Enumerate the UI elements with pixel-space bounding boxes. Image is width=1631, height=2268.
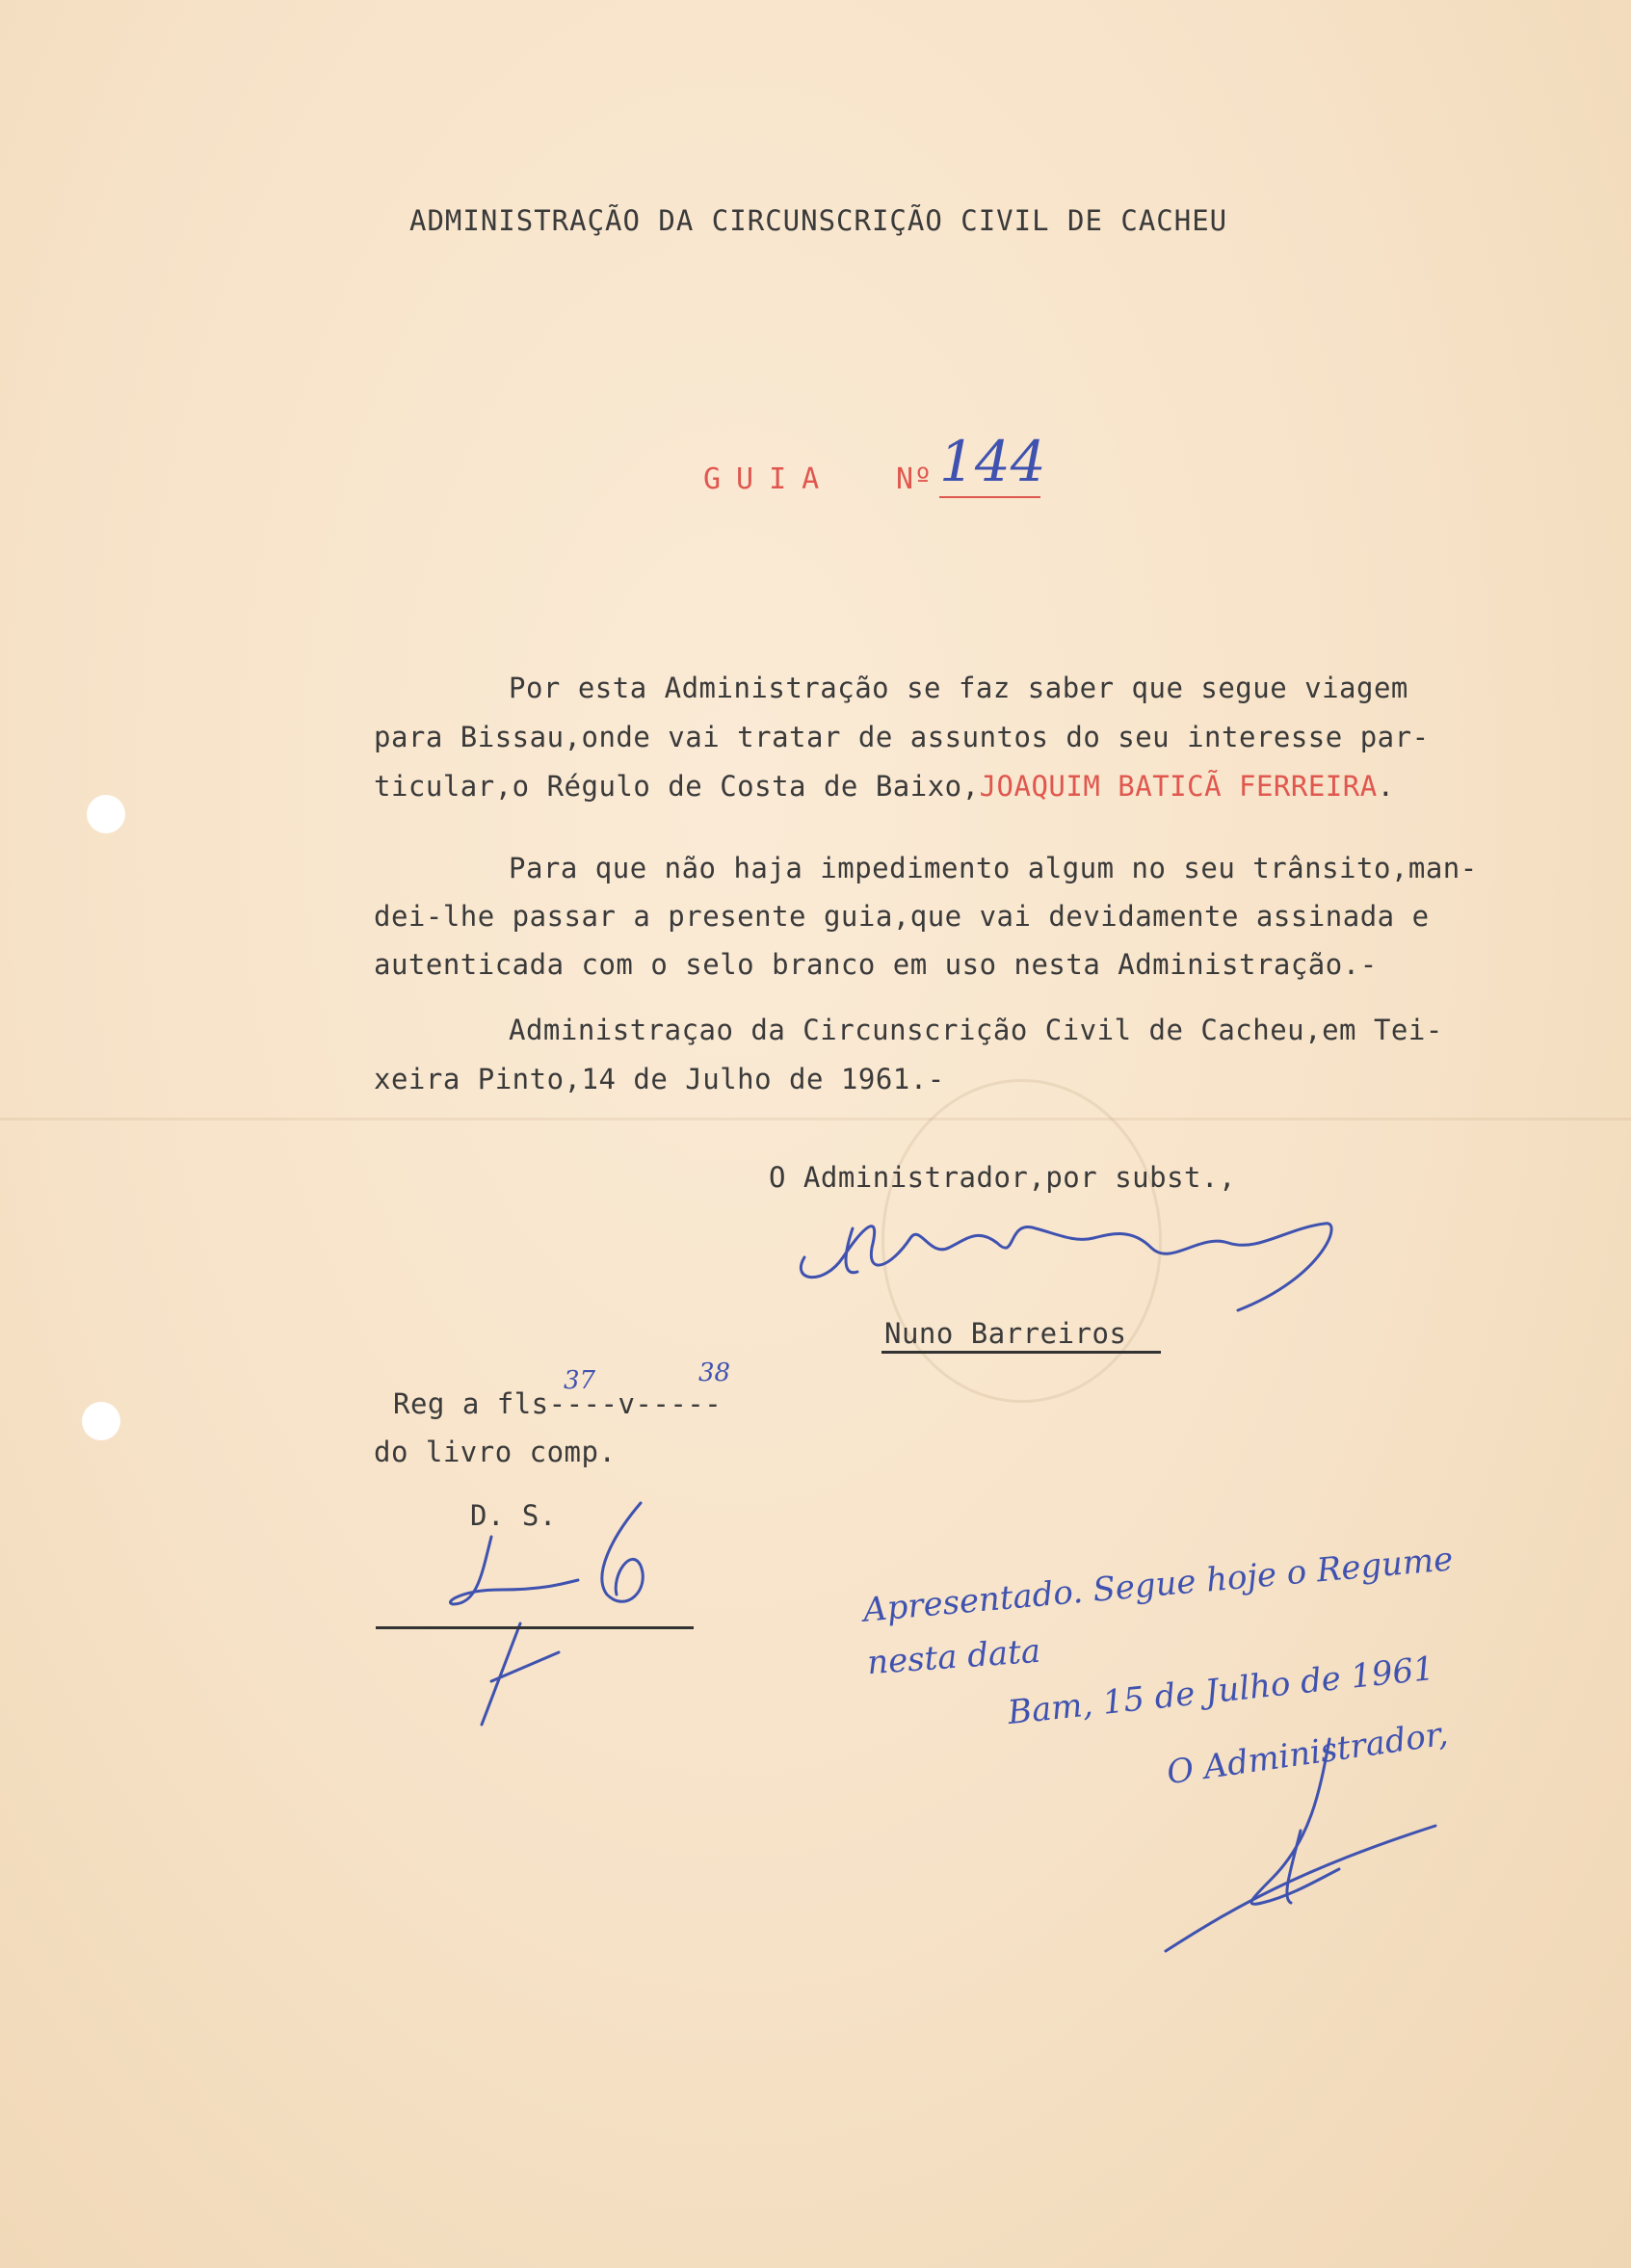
registry-line1: Reg a fls----v----- bbox=[393, 1387, 723, 1420]
note-signature bbox=[1156, 1734, 1464, 1965]
signature-title: O Administrador,por subst., bbox=[769, 1161, 1236, 1194]
registry-page-b: 38 bbox=[698, 1358, 731, 1387]
body-p3-line2: xeira Pinto,14 de Julho de 1961.- bbox=[374, 1063, 945, 1095]
ds-signature-line bbox=[376, 1626, 694, 1629]
note-line3: Bam, 15 de Julho de 1961 bbox=[1006, 1648, 1436, 1733]
guia-underline bbox=[939, 496, 1040, 498]
guia-number: 144 bbox=[939, 429, 1046, 494]
punch-hole-top bbox=[87, 795, 125, 833]
body-p1-line1: Por esta Administração se faz saber que segue viagem bbox=[509, 672, 1408, 704]
guia-label: GUIA bbox=[703, 462, 835, 496]
administrator-signature bbox=[785, 1190, 1363, 1325]
regulo-name: JOAQUIM BATICÃ FERREIRA bbox=[979, 770, 1378, 803]
body-p1-line3-prefix: ticular,o Régulo de Costa de Baixo, bbox=[374, 770, 980, 803]
punch-hole-bottom bbox=[82, 1402, 120, 1440]
note-line2: nesta data bbox=[865, 1631, 1042, 1683]
note-line4: O Administrador, bbox=[1164, 1714, 1451, 1793]
body-p2-line3: autenticada com o selo branco em uso nesta Administração.- bbox=[374, 948, 1378, 981]
note-line1: Apresentado. Segue hoje o Regume bbox=[861, 1540, 1455, 1630]
registry-line2: do livro comp. bbox=[374, 1436, 617, 1468]
administrator-name-underline bbox=[881, 1351, 1161, 1354]
paper-fold bbox=[0, 1118, 1631, 1121]
registry-ds: D. S. bbox=[470, 1499, 557, 1532]
body-p2-line1: Para que não haja impedimento algum no seu trânsito,man- bbox=[509, 852, 1478, 884]
body-p1-line3 bbox=[374, 770, 1395, 803]
ds-initials-signature bbox=[424, 1498, 674, 1729]
guia-number-label: Nº bbox=[896, 462, 934, 496]
registry-page-a: 37 bbox=[564, 1366, 596, 1395]
body-p1-line3-suffix: . bbox=[1377, 770, 1395, 803]
document-header: ADMINISTRAÇÃO DA CIRCUNSCRIÇÃO CIVIL DE CACHEU bbox=[409, 204, 1228, 237]
administrator-name: Nuno Barreiros bbox=[884, 1317, 1127, 1350]
body-p3-line1: Administraçao da Circunscrição Civil de Cacheu,em Tei- bbox=[509, 1014, 1443, 1046]
body-p2-line2: dei-lhe passar a presente guia,que vai devidamente assinada e bbox=[374, 900, 1430, 933]
body-p1-line2: para Bissau,onde vai tratar de assuntos do seu interesse par- bbox=[374, 721, 1430, 753]
